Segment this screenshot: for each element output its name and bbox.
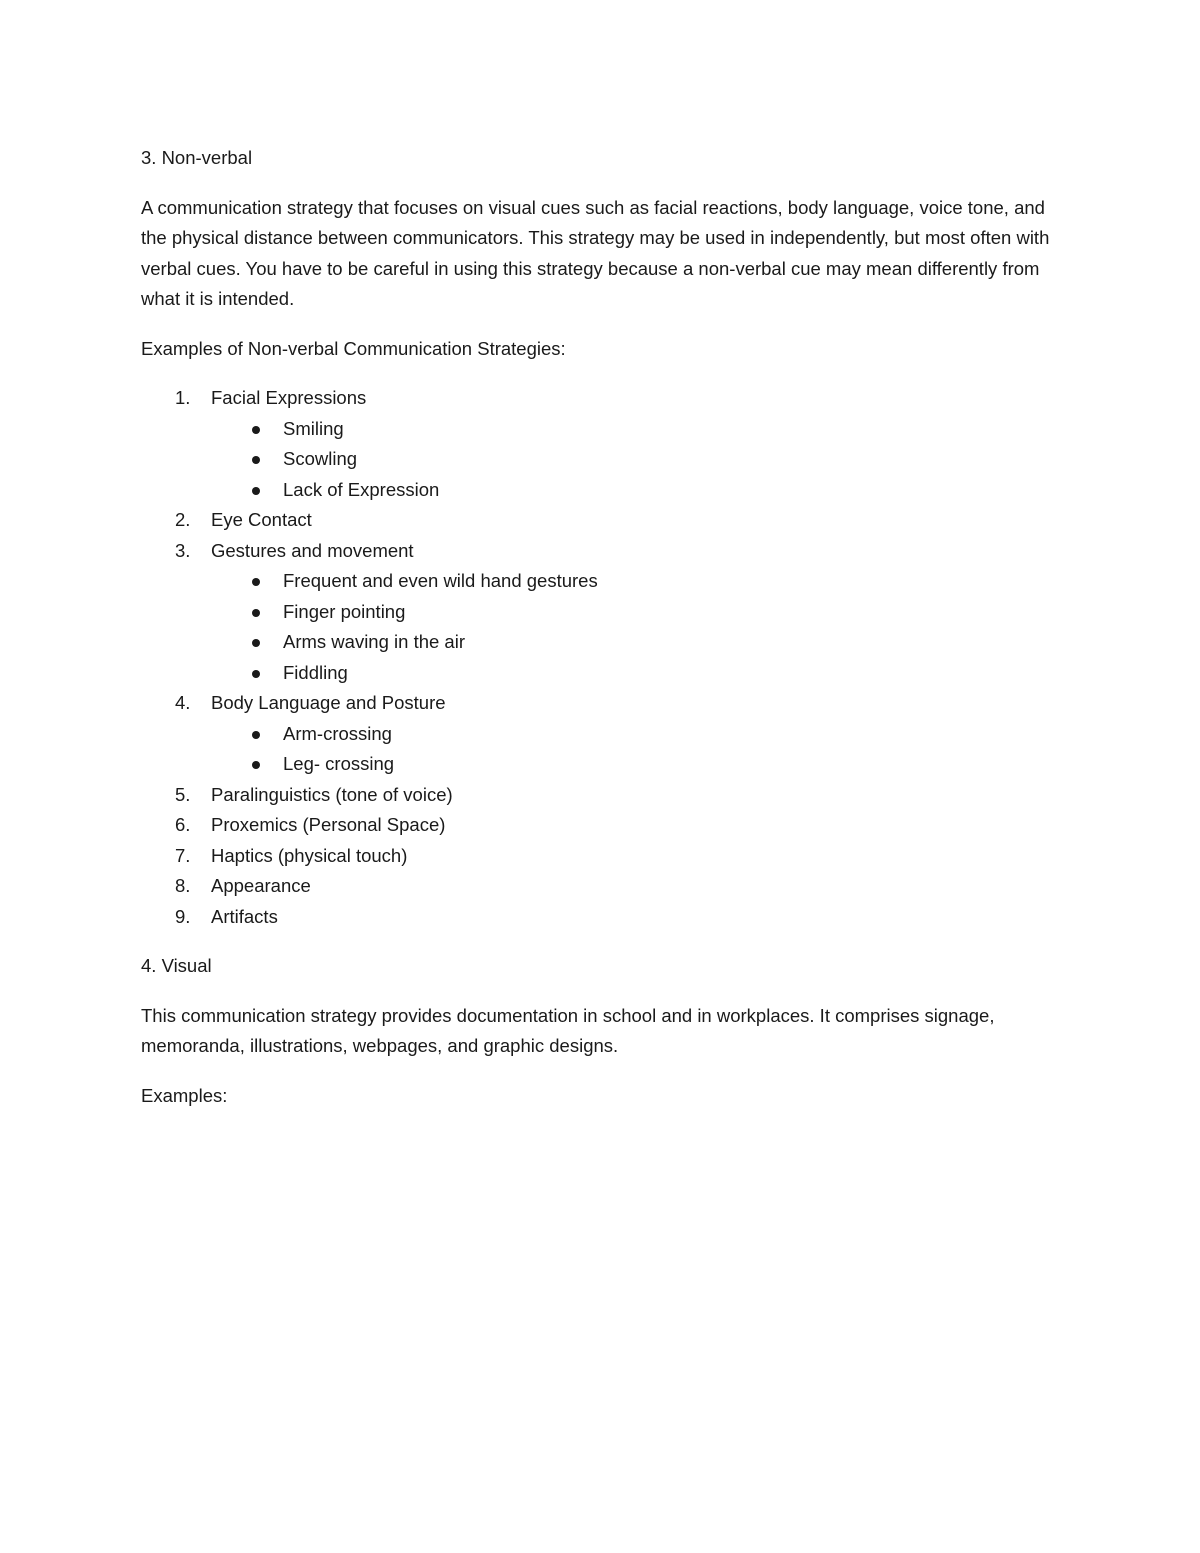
list-number: 3. xyxy=(175,539,191,561)
bullet-icon xyxy=(252,761,260,769)
list-item-label: Body Language and Posture xyxy=(211,692,446,713)
list-number: 9. xyxy=(175,905,191,927)
sub-list-item xyxy=(211,627,1071,658)
sub-list-item xyxy=(211,475,1071,506)
list-item xyxy=(141,841,1071,872)
list-number: 8. xyxy=(175,875,191,896)
list-item xyxy=(141,871,1071,902)
nonverbal-examples-list xyxy=(141,383,1071,932)
bullet-icon xyxy=(252,609,260,617)
sub-list-item-label: Finger pointing xyxy=(283,600,406,622)
sub-list-item xyxy=(211,414,1071,445)
list-item xyxy=(141,383,1071,505)
bullet-icon xyxy=(252,670,260,678)
list-item xyxy=(141,688,1071,780)
sub-list-item xyxy=(211,719,1071,750)
sub-list-item-label: Frequent and even wild hand gestures xyxy=(283,570,598,591)
sub-list-item-label: Arm-crossing xyxy=(283,722,392,744)
sub-list-item-label: Arms waving in the air xyxy=(283,631,465,652)
list-item xyxy=(141,536,1071,689)
list-item xyxy=(141,810,1071,841)
bullet-icon xyxy=(252,456,260,464)
bullet-icon xyxy=(252,578,260,586)
list-item xyxy=(141,902,1071,933)
sub-list-item-label: Lack of Expression xyxy=(283,478,440,500)
visual-description: This communication strategy provides documentation in school and in workplaces. It comprises signage, memoranda, illustrations, webpages, and graphic designs. xyxy=(141,1004,995,1056)
sub-list-item xyxy=(211,658,1071,689)
sub-list-item xyxy=(211,749,1071,780)
sub-list-item xyxy=(211,444,1071,475)
list-item-label: Gestures and movement xyxy=(211,539,414,561)
list-item xyxy=(141,505,1071,536)
sub-list-item-label: Leg- crossing xyxy=(283,753,395,774)
list-item-label: Paralinguistics (tone of voice) xyxy=(211,783,453,805)
list-number: 7. xyxy=(175,844,191,866)
list-number: 5. xyxy=(175,783,191,805)
list-number: 2. xyxy=(175,509,191,530)
sub-list-item-label: Fiddling xyxy=(283,661,348,683)
sub-list-item xyxy=(211,566,1071,597)
nonverbal-description: A communication strategy that focuses on visual cues such as facial reactions, body language, voice tone, and the physical distance between communicators. This strategy may be used in independently, but most often with verbal cues. You have to be careful in using this strategy because a non-verbal cue may mean differently from what it is intended. xyxy=(141,196,1050,309)
section-heading-visual: 4. Visual xyxy=(141,955,212,976)
sub-list xyxy=(211,414,1071,506)
visual-examples-label: Examples: xyxy=(141,1084,228,1106)
list-item-label: Haptics (physical touch) xyxy=(211,844,408,866)
list-item-label: Eye Contact xyxy=(211,509,312,530)
sub-list-item-label: Scowling xyxy=(283,448,358,469)
sub-list xyxy=(211,566,1071,688)
list-item-label: Proxemics (Personal Space) xyxy=(211,814,446,835)
document-content xyxy=(141,143,1071,1130)
list-number: 1. xyxy=(175,387,191,408)
bullet-icon xyxy=(252,426,260,434)
list-number: 4. xyxy=(175,692,191,713)
bullet-icon xyxy=(252,639,260,647)
list-item xyxy=(141,780,1071,811)
sub-list-item xyxy=(211,597,1071,628)
list-item-label: Appearance xyxy=(211,875,311,896)
nonverbal-examples-intro: Examples of Non-verbal Communication Strategies: xyxy=(141,337,566,359)
sub-list xyxy=(211,719,1071,780)
section-heading-nonverbal: 3. Non-verbal xyxy=(141,147,253,168)
bullet-icon xyxy=(252,487,260,495)
list-item-label: Facial Expressions xyxy=(211,387,367,408)
sub-list-item-label: Smiling xyxy=(283,417,344,439)
bullet-icon xyxy=(252,731,260,739)
list-item-label: Artifacts xyxy=(211,905,278,927)
list-number: 6. xyxy=(175,814,191,835)
